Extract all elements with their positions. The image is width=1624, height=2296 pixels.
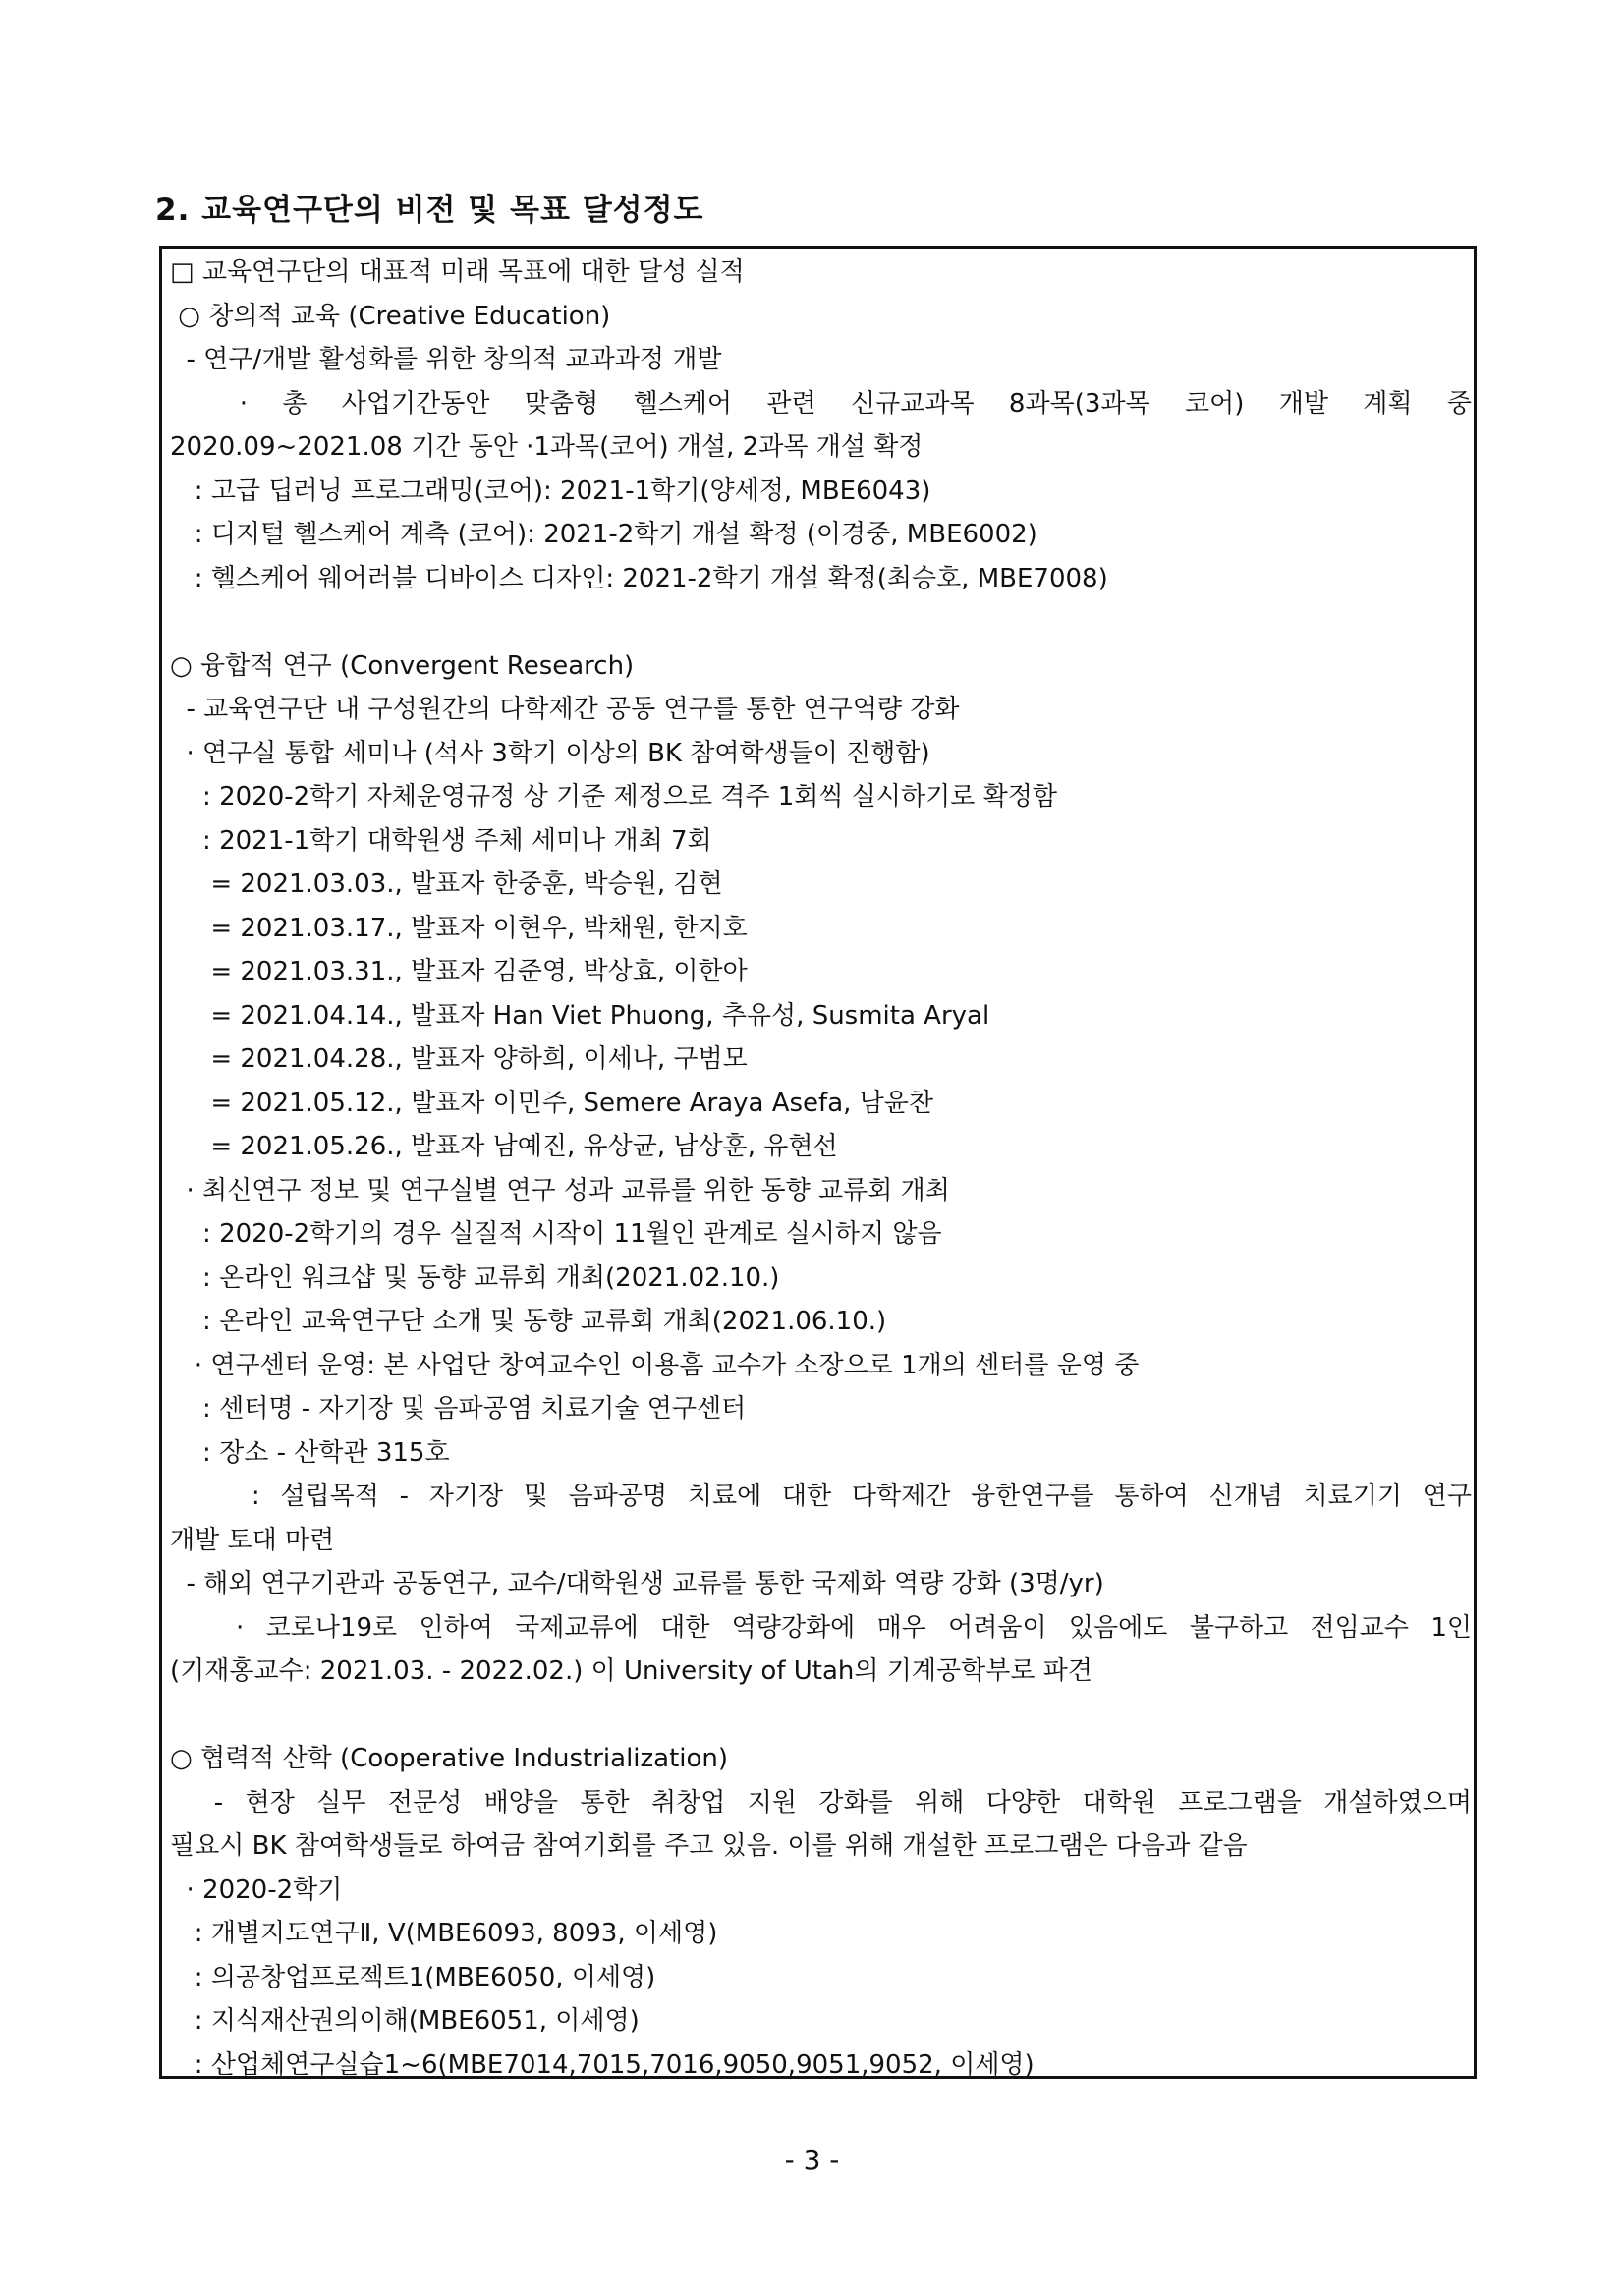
text-line: · 2020-2학기 bbox=[170, 1875, 343, 1905]
text-line: · 코로나19로 인하여 국제교류에 대한 역량강화에 매우 어려움이 있음에도 불구하고 전임교수 1인 bbox=[170, 1612, 1472, 1643]
text-line: : 설립목적 - 자기장 및 음파공명 치료에 대한 다학제간 융한연구를 통하여 신개념 치료기기 연구 bbox=[170, 1482, 1472, 1511]
text-line: · 최신연구 정보 및 연구실별 연구 성과 교류를 위한 동향 교류회 개최 bbox=[170, 1175, 950, 1205]
text-line: = 2021.04.14., 발표자 Han Viet Phuong, 추유성, Susmita Aryal bbox=[170, 1000, 990, 1031]
text-line: : 헬스케어 웨어러블 디바이스 디자인: 2021-2학기 개설 확정(최승호, MBE7008) bbox=[170, 563, 1108, 593]
text-line: : 온라인 워크샵 및 동향 교류회 개최(2021.02.10.) bbox=[170, 1262, 780, 1293]
text-line: : 의공창업프로젝트1(MBE6050, 이세영) bbox=[170, 1962, 656, 1992]
text-line bbox=[170, 600, 1472, 644]
page-number: - 3 - bbox=[784, 2144, 840, 2176]
text-line: ○ 창의적 교육 (Creative Education) bbox=[170, 301, 611, 331]
text-line: - 현장 실무 전문성 배양을 통한 취창업 지원 강화를 위해 다양한 대학원 프로그램을 개설하였으며 bbox=[170, 1787, 1472, 1818]
text-line: ○ 융합적 연구 (Convergent Research) bbox=[170, 650, 635, 681]
text-line: : 산업체연구실습1~6(MBE7014,7015,7016,9050,9051,9052, 이세영) bbox=[170, 2049, 1035, 2080]
text-line: : 지식재산권의이해(MBE6051, 이세영) bbox=[170, 2006, 640, 2036]
text-line: = 2021.03.31., 발표자 김준영, 박상효, 이한아 bbox=[170, 957, 748, 986]
text-line: : 2021-1학기 대학원생 주체 세미나 개최 7회 bbox=[170, 825, 712, 856]
text-line: = 2021.03.03., 발표자 한중훈, 박승원, 김현 bbox=[170, 869, 723, 899]
text-line: - 해외 연구기관과 공동연구, 교수/대학원생 교류를 통한 국제화 역량 강화 (3명/yr) bbox=[170, 1569, 1104, 1598]
text-line: = 2021.05.26., 발표자 남예진, 유상균, 남상훈, 유현선 bbox=[170, 1132, 838, 1161]
text-line bbox=[170, 1694, 1472, 1737]
text-line: □ 교육연구단의 대표적 미래 목표에 대한 달성 실적 bbox=[170, 257, 745, 287]
text-line: : 센터명 - 자기장 및 음파공염 치료기술 연구센터 bbox=[170, 1394, 747, 1424]
content-box bbox=[159, 246, 1477, 2079]
text-line: - 연구/개발 활성화를 위한 창의적 교과과정 개발 bbox=[170, 345, 722, 374]
text-line: 개발 토대 마련 bbox=[170, 1525, 335, 1555]
section-title: 2. 교육연구단의 비전 및 목표 달성정도 bbox=[155, 193, 704, 228]
text-line: = 2021.03.17., 발표자 이현우, 박채원, 한지호 bbox=[170, 913, 748, 943]
text-line: = 2021.05.12., 발표자 이민주, Semere Araya Asefa, 남윤찬 bbox=[170, 1088, 934, 1118]
text-line: : 고급 딥러닝 프로그래밍(코어): 2021-1학기(양세정, MBE6043) bbox=[170, 476, 931, 506]
text-line: 필요시 BK 참여학생들로 하여금 참여기회를 주고 있음. 이를 위해 개설한 프로그램은 다음과 같음 bbox=[170, 1831, 1248, 1861]
text-line: · 연구센터 운영: 본 사업단 창여교수인 이용흠 교수가 소장으로 1개의 센터를 운영 중 bbox=[170, 1350, 1140, 1380]
text-line: : 개별지도연구Ⅱ, Ⅴ(MBE6093, 8093, 이세영) bbox=[170, 1919, 718, 1948]
text-line: : 장소 - 산학관 315호 bbox=[170, 1437, 450, 1468]
text-line: = 2021.04.28., 발표자 양하희, 이세나, 구범모 bbox=[170, 1044, 748, 1074]
text-line: ○ 협력적 산학 (Cooperative Industrialization) bbox=[170, 1744, 729, 1773]
text-line: : 2020-2학기의 경우 실질적 시작이 11월인 관계로 실시하지 않음 bbox=[170, 1219, 942, 1249]
text-line: (기재홍교수: 2021.03. - 2022.02.) 이 University of Utah의 기계공학부로 파견 bbox=[170, 1656, 1092, 1686]
text-line: : 디지털 헬스케어 계측 (코어): 2021-2학기 개설 확정 (이경중, MBE6002) bbox=[170, 520, 1037, 549]
text-line: · 총 사업기간동안 맞춤형 헬스케어 관련 신규교과목 8과목(3과목 코어) 개발 계획 중 bbox=[170, 388, 1472, 419]
text-line: - 교육연구단 내 구성원간의 다학제간 공동 연구를 통한 연구역량 강화 bbox=[170, 695, 960, 724]
text-line: : 2020-2학기 자체운영규정 상 기준 제정으로 격주 1회씩 실시하기로 확정함 bbox=[170, 782, 1057, 812]
text-line: : 온라인 교육연구단 소개 및 동향 교류회 개최(2021.06.10.) bbox=[170, 1307, 887, 1336]
text-line: · 연구실 통합 세미나 (석사 3학기 이상의 BK 참여학생들이 진행함) bbox=[170, 738, 930, 768]
text-line: 2020.09~2021.08 기간 동안 ·1과목(코어) 개설, 2과목 개설 확정 bbox=[170, 432, 924, 462]
